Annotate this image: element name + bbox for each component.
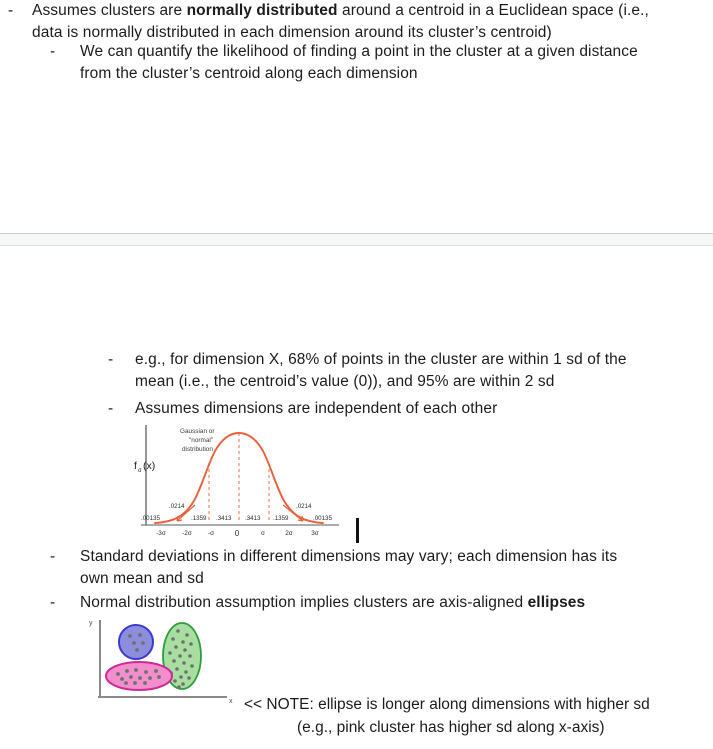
bullet-text-continuation: own mean and sd [80, 570, 204, 587]
gaussian-x-tick-label: -σ [207, 530, 215, 537]
gaussian-area-label: .00135 [313, 515, 332, 522]
cluster-blue-ellipse [119, 625, 153, 659]
gaussian-distribution-chart [133, 419, 345, 541]
bullet-text [80, 41, 638, 85]
bullet-marker: - [50, 548, 56, 565]
bullet-text [135, 349, 627, 393]
gaussian-area-label: .3413 [216, 515, 232, 522]
bullet-text [80, 546, 617, 590]
gaussian-x-tick-label: -2σ [182, 530, 192, 537]
bullet-item-axis-aligned-ellipses [50, 592, 710, 614]
bullet-item-quantify-likelihood [50, 41, 710, 85]
gaussian-x-tick-label: 3σ [311, 530, 319, 537]
ellipse-y-axis-label: y [89, 620, 93, 627]
bullet-text-continuation: from the cluster’s centroid along each dimension [80, 65, 418, 82]
page-break-line-bottom [0, 245, 713, 246]
bullet-text-seg: around a centroid in a Euclidean space (i.e., [337, 2, 649, 19]
bullet-item-dimension-x-68-percent [108, 349, 698, 393]
bullet-text-continuation: mean (i.e., the centroid’s value (0)), and 95% are within 2 sd [135, 373, 555, 390]
gaussian-area-label: .00135 [141, 515, 160, 522]
bullet-text-seg: e.g., for dimension X, 68% of points in the cluster are within 1 sd of the [135, 351, 627, 368]
bullet-text-bold: ellipses [527, 594, 586, 611]
gaussian-area-label: .1359 [191, 515, 207, 522]
bullet-text-bold: normally distributed [186, 2, 338, 19]
bullet-marker: - [50, 594, 56, 611]
bullet-text-seg: Assumes dimensions are independent of each other [135, 400, 498, 417]
gaussian-y-axis-label-sub: σ [138, 468, 142, 474]
gaussian-x-tick-label: 2σ [285, 530, 293, 537]
bullet-text-continuation: data is normally distributed in each dimension around its cluster’s centroid) [32, 24, 552, 41]
bullet-text [80, 592, 585, 614]
gaussian-title-line2: "normal" [189, 437, 214, 444]
gaussian-area-label: .3413 [245, 515, 261, 522]
cluster-pink [106, 662, 172, 690]
bullet-item-assumes-clusters [8, 0, 708, 44]
gaussian-x-tick-label: -3σ [156, 530, 166, 537]
bullet-marker: - [108, 400, 114, 417]
ellipse-clusters-figure [82, 614, 240, 710]
bullet-marker: - [108, 351, 114, 368]
ellipse-clusters-chart [82, 614, 240, 710]
bullet-text-seg: We can quantify the likelihood of finding a point in the cluster at a given distance [80, 43, 638, 60]
gaussian-area-label: .1359 [273, 515, 289, 522]
cluster-blue [119, 625, 153, 659]
gaussian-x-tick-labels [156, 529, 319, 538]
bullet-item-standard-deviations-vary [50, 546, 710, 590]
bullet-text [32, 0, 649, 44]
bullet-marker: - [8, 2, 14, 19]
gaussian-title-line1: Gaussian or [180, 428, 215, 435]
text-cursor-caret[interactable] [356, 518, 359, 543]
ellipse-x-axis-label: x [229, 698, 233, 705]
gaussian-y-axis-label-tail: (x) [143, 460, 156, 472]
note-line-2: (e.g., pink cluster has higher sd along x-axis) [297, 719, 605, 736]
gaussian-area-label: .0214 [169, 503, 185, 510]
gaussian-x-tick-label: σ [261, 530, 265, 537]
bullet-text [135, 398, 497, 420]
bullet-text-seg: Assumes clusters are [32, 2, 187, 19]
cluster-pink-ellipse [106, 662, 172, 690]
bullet-text-seg: Standard deviations in different dimensions may vary; each dimension has its [80, 548, 618, 565]
gaussian-y-axis-label-base: f [134, 460, 137, 472]
page-break-band [0, 234, 713, 245]
gaussian-y-axis-label [134, 460, 155, 474]
page-break-divider [0, 233, 713, 246]
bullet-item-dimensions-independent [108, 398, 698, 420]
gaussian-area-label: .0214 [296, 503, 312, 510]
bullet-text-seg: Normal distribution assumption implies clusters are axis-aligned [80, 594, 528, 611]
note-line-1: << NOTE: ellipse is longer along dimensions with higher sd [244, 696, 650, 713]
gaussian-x-tick-label: 0 [234, 529, 240, 538]
gaussian-distribution-figure [133, 419, 345, 541]
gaussian-title-line3: distribution [182, 446, 213, 453]
bullet-marker: - [50, 43, 56, 60]
